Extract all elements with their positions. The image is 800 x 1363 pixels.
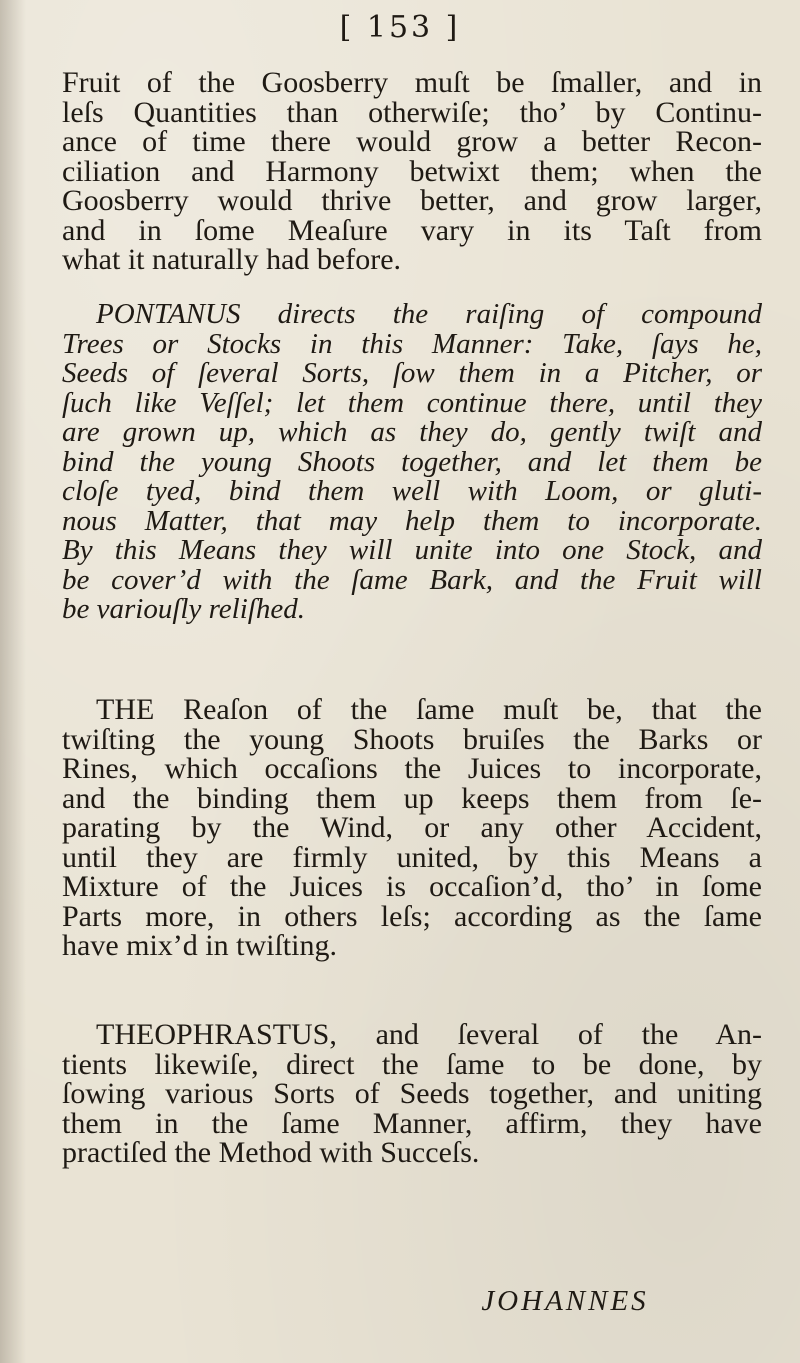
text-line: nous Matter, that may help them to incorporate.	[62, 504, 762, 537]
paragraph-theophrastus	[62, 1020, 762, 1168]
page-gutter-shadow	[0, 0, 26, 1363]
text-line: ciliation and Harmony betwixt them; when the	[62, 154, 762, 188]
text-line: PONTANUS directs the raiſing of compound	[96, 298, 762, 330]
text-line: practiſed the Method with Succeſs.	[62, 1136, 480, 1169]
text-line: bind the young Shoots together, and let them be	[62, 445, 762, 478]
text-line: ſuch like Veſſel; let them continue there, until they	[62, 386, 762, 419]
text-line: Rines, which occaſions the Juices to incorporate,	[62, 752, 762, 785]
text-line: are grown up, which as they do, gently twiſt and	[62, 416, 762, 448]
paragraph-pontanus	[62, 300, 762, 625]
text-line: Mixture of the Juices is occaſion’d, tho’ in ſome	[62, 870, 762, 903]
text-line: tients likewiſe, direct the ſame to be done, by	[62, 1047, 762, 1081]
paragraph-reason	[62, 695, 762, 961]
text-line: until they are firmly united, by this Means a	[62, 840, 762, 874]
text-line: what it naturally had before.	[62, 243, 402, 276]
text-line: leſs Quantities than otherwiſe; tho’ by Continu-	[62, 95, 762, 129]
text-line: and in ſome Meaſure vary in its Taſt from	[62, 213, 762, 247]
text-line: ance of time there would grow a better Recon-	[62, 125, 762, 158]
text-line: Fruit of the Goosberry muſt be ſmaller, and in	[62, 66, 762, 99]
text-line: and the binding them up keeps them from ſe-	[62, 781, 762, 815]
text-line: Goosberry would thrive better, and grow larger,	[62, 184, 762, 217]
text-line: THE Reaſon of the ſame muſt be, that the	[96, 693, 762, 726]
signature-johannes: JOHANNES	[481, 1285, 649, 1317]
text-line: be variouſly reliſhed.	[62, 593, 305, 625]
text-line: be cover’d with the ſame Bark, and the Fruit will	[62, 563, 762, 596]
text-line: them in the ſame Manner, affirm, they have	[62, 1106, 762, 1140]
text-line: Parts more, in others leſs; according as the ſame	[62, 899, 762, 933]
text-line: have mix’d in twiſting.	[62, 929, 337, 962]
page-number: [ 153 ]	[339, 10, 461, 45]
text-line: Trees or Stocks in this Manner: Take, ſays he,	[62, 327, 762, 360]
text-line: THEOPHRASTUS, and ſeveral of the An-	[96, 1018, 762, 1051]
text-line: Seeds of ſeveral Sorts, ſow them in a Pitcher, or	[62, 357, 762, 389]
text-line: By this Means they will unite into one Stock, and	[62, 534, 762, 566]
text-line: twiſting the young Shoots bruiſes the Barks or	[62, 722, 762, 756]
paragraph-goosberry	[62, 68, 762, 275]
text-line: cloſe tyed, bind them well with Loom, or gluti-	[62, 475, 762, 507]
text-line: ſowing various Sorts of Seeds together, and uniting	[62, 1077, 762, 1110]
text-line: parating by the Wind, or any other Accident,	[62, 811, 762, 844]
